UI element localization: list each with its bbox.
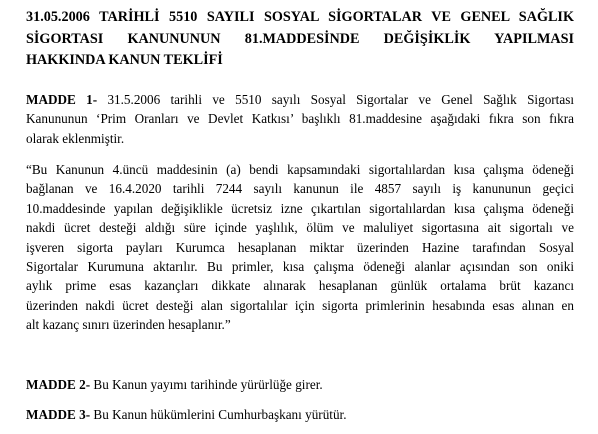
document-title (26, 7, 574, 72)
added-paragraph-line: Sigortalar Kurumuna aktarılır. Bu primler, kısa çalışma ödeneği alanlar açısından son oniki (26, 259, 574, 275)
article-1-line (26, 90, 574, 109)
added-paragraph-line: aylık prime esas kazançları dikkate alınarak hesaplanan günlük ortalama brüt kazancı (26, 278, 574, 294)
added-paragraph-line: işveren sigorta payları Kurumca hesaplanan miktar üzerinden Hazine tarafından Sosyal (26, 239, 574, 255)
article-2 (26, 375, 574, 394)
article-2-label: MADDE 2- (26, 377, 91, 392)
article-1-label: MADDE 1- (26, 92, 98, 107)
title-line: SİGORTASI KANUNUNUN 81.MADDESİNDE DEĞİŞİKLİK YAPILMASI (26, 30, 574, 47)
title-line: HAKKINDA KANUN TEKLİFİ (26, 52, 223, 68)
article-1-line: Kanununun ‘Prim Oranları ve Devlet Katkısı’ başlıklı 81.maddesine aşağıdaki fıkra son fıkra (26, 111, 574, 127)
added-paragraph-line: “Bu Kanunun 4.üncü maddesinin (a) bendi kapsamındaki sigortalılardan kısa çalışma ödeneği (26, 162, 574, 177)
article-2-text: Bu Kanun yayımı tarihinde yürürlüğe girer. (90, 377, 323, 392)
article-2-line (26, 375, 574, 394)
added-paragraph-line: nakdi ücret desteği aldığı süre içinde yaşlılık, ölüm ve maluliyet sigortasına ait sigortalı ve (26, 220, 574, 236)
added-paragraph-line: 10.maddesinde yapılan değişiklikle ücretsiz izne çıkartılan sigortalılardan kısa çalışma ödeneği (26, 200, 574, 216)
article-1 (26, 90, 574, 148)
article-3 (26, 405, 574, 424)
added-paragraph (26, 160, 574, 335)
article-1-line: olarak eklenmiştir. (26, 130, 125, 146)
article-3-line (26, 405, 574, 424)
added-paragraph-line: üzerinden nakdi ücret desteği alan sigortalılar için sigorta primlerinin hesabında esas alınan en (26, 297, 574, 313)
article-1-text: 31.5.2006 tarihli ve 5510 sayılı Sosyal Sigortalar ve Genel Sağlık Sigortası (97, 92, 574, 107)
article-3-text: Bu Kanun hükümlerini Cumhurbaşkanı yürütür. (90, 407, 347, 422)
added-paragraph-line: alt kazanç sınırı üzerinden hesaplanır.” (26, 317, 231, 333)
article-3-label: MADDE 3- (26, 407, 91, 422)
title-line: 31.05.2006 TARİHLİ 5510 SAYILI SOSYAL SİGORTALAR VE GENEL SAĞLIK (26, 9, 574, 25)
added-paragraph-line: bağlanan ve 16.4.2020 tarihli 7244 sayılı kanunun ile 4857 sayılı iş kanununun geçici (26, 181, 574, 197)
